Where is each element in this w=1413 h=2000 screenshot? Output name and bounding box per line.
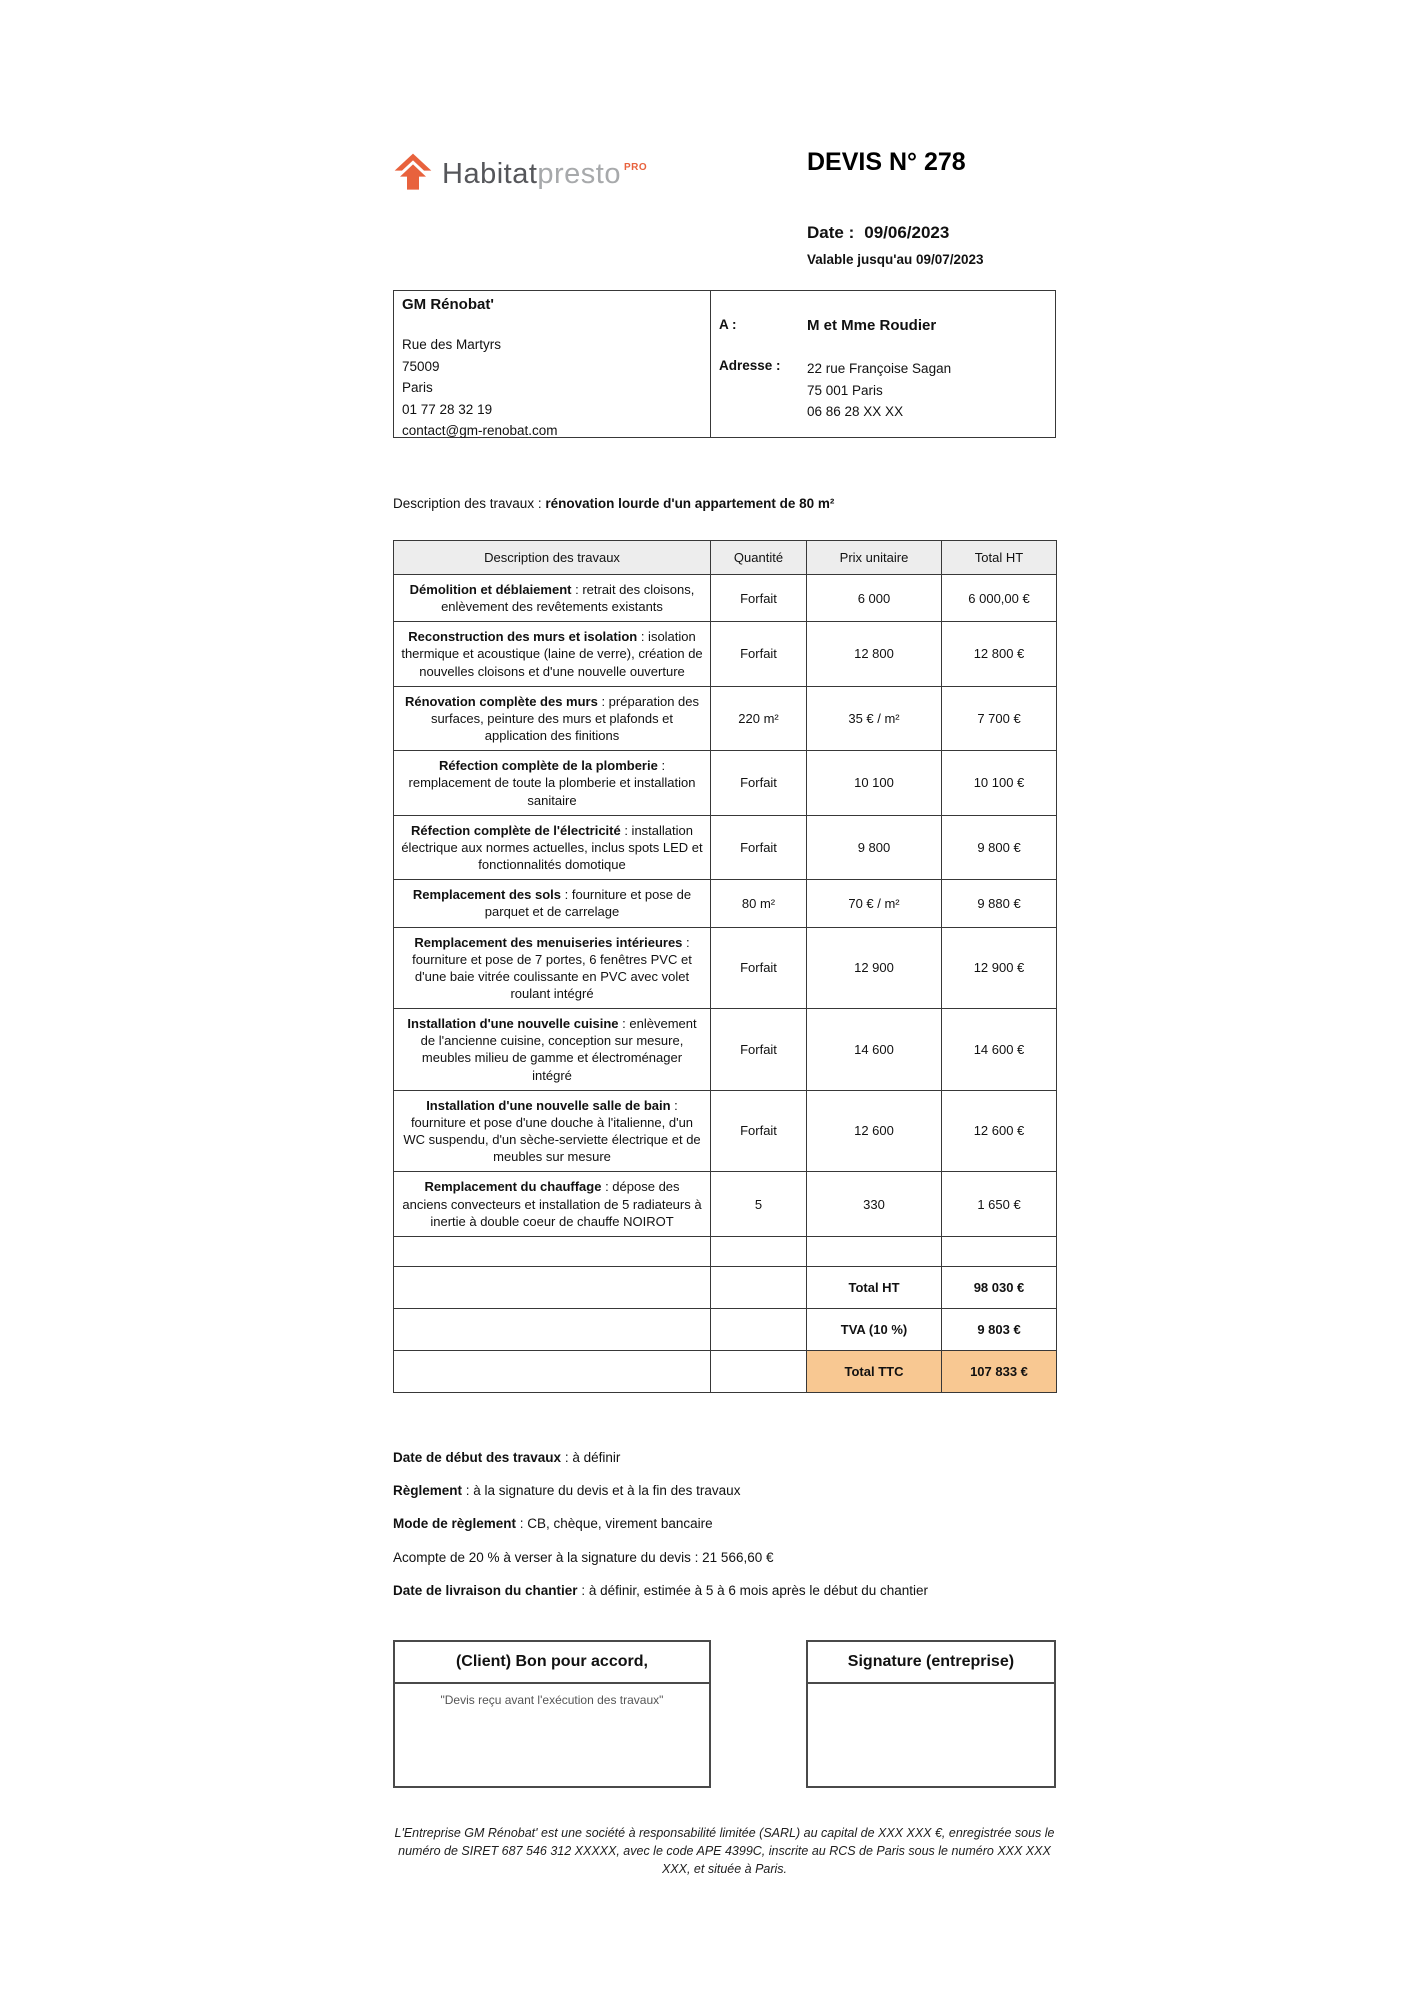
work-description: Installation d'une nouvelle salle de bain : fourniture et pose d'une douche à l'italienne, d'un WC suspendu, d'un sèche-serviette électrique et de meubles sur mesure [394, 1090, 711, 1172]
table-row [394, 815, 1057, 879]
total-ht-label: Total HT [807, 1266, 942, 1308]
company-info [394, 291, 711, 437]
company-address [402, 334, 702, 442]
client-to-label: A : [719, 317, 737, 332]
term-payment-method: Mode de règlement : CB, chèque, virement bancaire [393, 1516, 713, 1532]
client-info [711, 291, 1055, 437]
total-ttc-value: 107 833 € [942, 1350, 1057, 1392]
work-quantity: Forfait [711, 622, 807, 686]
work-description: Reconstruction des murs et isolation : isolation thermique et acoustique (laine de verre), création de nouvelles cloisons et d'une nouvelle ouverture [394, 622, 711, 686]
total-ttc-row [394, 1350, 1057, 1392]
work-unit-price: 12 800 [807, 622, 942, 686]
work-unit-price: 12 600 [807, 1090, 942, 1172]
total-ht-row [394, 1266, 1057, 1308]
terms-section [393, 1449, 1056, 1600]
work-unit-price: 330 [807, 1172, 942, 1236]
table-row [394, 927, 1057, 1009]
devis-validity: Valable jusqu'au 09/07/2023 [807, 252, 984, 267]
work-unit-price: 70 € / m² [807, 880, 942, 927]
term-deposit: Acompte de 20 % à verser à la signature du devis : 21 566,60 € [393, 1549, 774, 1565]
company-name: GM Rénobat' [402, 296, 494, 313]
work-description: Réfection complète de la plomberie : remplacement de toute la plomberie et installation sanitaire [394, 751, 711, 815]
work-table [393, 540, 1057, 1393]
work-total: 9 880 € [942, 880, 1057, 927]
work-total: 7 700 € [942, 686, 1057, 750]
client-address [807, 358, 1047, 423]
work-description: Remplacement du chauffage : dépose des anciens convecteurs et installation de 5 radiateurs à inertie à double coeur de chauffe NOIROT [394, 1172, 711, 1236]
col-header-description: Description des travaux [394, 541, 711, 575]
pro-badge: PRO [624, 162, 648, 173]
col-header-total: Total HT [942, 541, 1057, 575]
legal-notice: L'Entreprise GM Rénobat' est une société à responsabilité limitée (SARL) au capital de XXX XXX €, enregistrée sous le numéro de SIRET 687 546 312 XXXXX, avec le code APE 4399C, inscrite au RCS de Paris sous le numéro XXX XXX XXX, et située à Paris. [394, 1825, 1055, 1877]
work-unit-price: 12 900 [807, 927, 942, 1009]
signatures-section [393, 1640, 1056, 1788]
spacer-row [394, 1236, 1057, 1266]
term-payment: Règlement : à la signature du devis et à la fin des travaux [393, 1483, 741, 1499]
col-header-quantity: Quantité [711, 541, 807, 575]
work-quantity: 5 [711, 1172, 807, 1236]
work-description: Rénovation complète des murs : préparation des surfaces, peinture des murs et plafonds et application des finitions [394, 686, 711, 750]
table-row [394, 1172, 1057, 1236]
document-header [393, 148, 1056, 290]
tva-label: TVA (10 %) [807, 1308, 942, 1350]
table-row [394, 751, 1057, 815]
work-quantity: 220 m² [711, 686, 807, 750]
term-start-date: Date de début des travaux : à définir [393, 1449, 621, 1465]
work-total: 9 800 € [942, 815, 1057, 879]
work-total: 12 600 € [942, 1090, 1057, 1172]
work-unit-price: 10 100 [807, 751, 942, 815]
company-signature-title: Signature (entreprise) [808, 1642, 1054, 1684]
table-header-row [394, 541, 1057, 575]
company-postal-code: 75009 [402, 358, 440, 374]
work-total: 12 900 € [942, 927, 1057, 1009]
company-phone: 01 77 28 32 19 [402, 401, 493, 417]
total-ttc-label: Total TTC [807, 1350, 942, 1392]
work-total: 12 800 € [942, 622, 1057, 686]
work-quantity: Forfait [711, 575, 807, 622]
table-row [394, 622, 1057, 686]
house-arrow-icon [393, 152, 442, 197]
table-row [394, 1009, 1057, 1091]
habitatpresto-logo [393, 152, 647, 197]
table-row [394, 880, 1057, 927]
devis-document [393, 148, 1056, 1878]
work-total: 14 600 € [942, 1009, 1057, 1091]
work-quantity: 80 m² [711, 880, 807, 927]
work-description: Démolition et déblaiement : retrait des cloisons, enlèvement des revêtements existants [394, 575, 711, 622]
company-signature-box [806, 1640, 1056, 1788]
tva-row [394, 1308, 1057, 1350]
parties-box [393, 290, 1056, 438]
work-summary-line: Description des travaux : rénovation lourde d'un appartement de 80 m² [393, 496, 835, 511]
col-header-unit-price: Prix unitaire [807, 541, 942, 575]
work-description: Réfection complète de l'électricité : installation électrique aux normes actuelles, inclus spots LED et fonctionnalités domotique [394, 815, 711, 879]
table-row [394, 575, 1057, 622]
work-quantity: Forfait [711, 1009, 807, 1091]
total-ht-value: 98 030 € [942, 1266, 1057, 1308]
work-total: 1 650 € [942, 1172, 1057, 1236]
client-address-line: 06 86 28 XX XX [807, 404, 904, 420]
brand-wordmark: Habitatpresto [442, 158, 621, 190]
work-total: 10 100 € [942, 751, 1057, 815]
title-block [807, 148, 1056, 267]
work-description: Installation d'une nouvelle cuisine : enlèvement de l'ancienne cuisine, conception sur mesure, meubles milieu de gamme et électroménager intégré [394, 1009, 711, 1091]
work-total: 6 000,00 € [942, 575, 1057, 622]
work-unit-price: 6 000 [807, 575, 942, 622]
work-unit-price: 14 600 [807, 1009, 942, 1091]
work-description: Remplacement des menuiseries intérieures : fourniture et pose de 7 portes, 6 fenêtres PVC et d'une baie vitrée coulissante en PVC avec volet roulant intégré [394, 927, 711, 1009]
client-name: M et Mme Roudier [807, 317, 937, 334]
client-signature-box [393, 1640, 711, 1788]
tva-value: 9 803 € [942, 1308, 1057, 1350]
work-quantity: Forfait [711, 927, 807, 1009]
client-signature-subtitle: "Devis reçu avant l'exécution des travaux" [440, 1692, 664, 1707]
company-street: Rue des Martyrs [402, 337, 502, 352]
work-quantity: Forfait [711, 815, 807, 879]
work-description: Remplacement des sols : fourniture et pose de parquet et de carrelage [394, 880, 711, 927]
client-address-line: 22 rue Françoise Sagan [807, 361, 952, 376]
work-quantity: Forfait [711, 751, 807, 815]
work-unit-price: 9 800 [807, 815, 942, 879]
table-row [394, 1090, 1057, 1172]
client-address-line: 75 001 Paris [807, 382, 883, 398]
work-quantity: Forfait [711, 1090, 807, 1172]
table-row [394, 686, 1057, 750]
client-signature-title: (Client) Bon pour accord, [395, 1642, 709, 1684]
company-city: Paris [402, 380, 433, 396]
devis-date: Date : 09/06/2023 [807, 223, 950, 242]
work-unit-price: 35 € / m² [807, 686, 942, 750]
company-email: contact@gm-renobat.com [402, 423, 558, 439]
term-delivery-date: Date de livraison du chantier : à définir, estimée à 5 à 6 mois après le début du chantier [393, 1582, 929, 1598]
devis-number-title: DEVIS N° 278 [807, 148, 966, 176]
client-address-label: Adresse : [719, 358, 781, 373]
